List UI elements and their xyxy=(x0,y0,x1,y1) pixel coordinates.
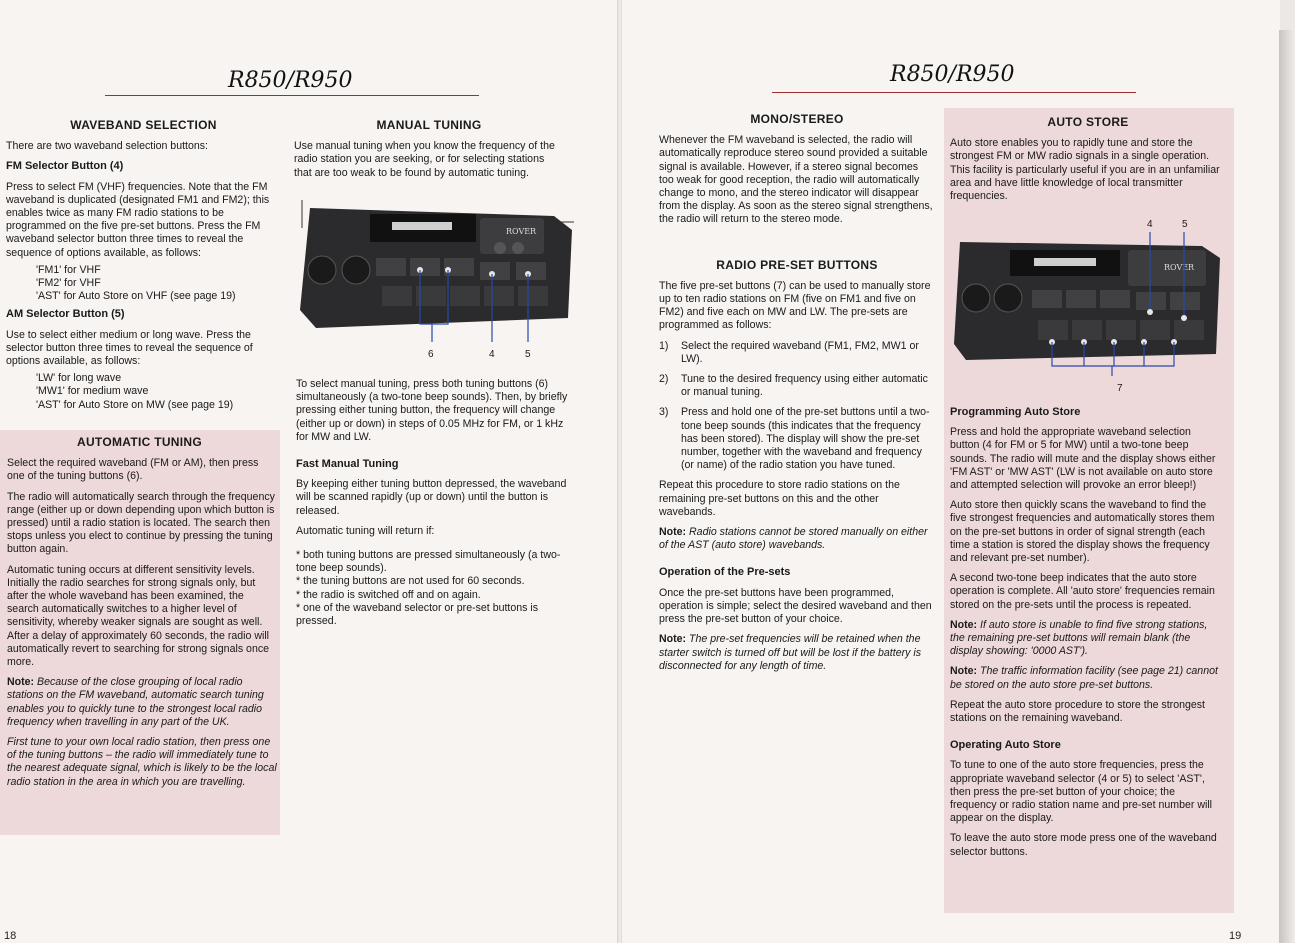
return-bullet: * the tuning buttons are not used for 60 seconds. xyxy=(296,575,525,588)
manual-heading: MANUAL TUNING xyxy=(376,118,482,132)
auto-store-p3: A second two-tone beep indicates that the auto store operation is complete. All 'auto store' frequencies remain stored on the pre-sets until the process is repeated. xyxy=(950,572,1215,611)
right-page xyxy=(622,0,1280,943)
am-option: 'LW' for long wave xyxy=(36,372,122,385)
fast-manual-title: Fast Manual Tuning xyxy=(296,458,399,471)
am-options xyxy=(6,372,281,412)
page-header-left: R850/R950 xyxy=(228,68,353,93)
page-number-left: 18 xyxy=(4,930,17,942)
callout-5-right: 5 xyxy=(1182,219,1188,230)
fm-option: 'FM1' for VHF xyxy=(36,263,101,276)
page-edge xyxy=(1279,30,1295,943)
fm-option: 'AST' for Auto Store on VHF (see page 19) xyxy=(36,290,236,303)
return-bullet: * one of the waveband selector or pre-set buttons is pressed. xyxy=(296,601,539,628)
programming-auto-store-text: Press and hold the appropriate waveband selection button (4 for FM or 5 for MW) until a two-tone beep sounds. The radio will mute and the display shows either 'FM AST' or 'MW AST' (LW is not available on auto store and attempted selection will provoke an error bleep!) xyxy=(950,426,1216,492)
callout-4: 4 xyxy=(489,349,495,360)
automatic-p4: First tune to your own local radio station, then press one of the tuning buttons – the radio will immediately tune to the nearest adequate signal, which is likely to be the local radio station in the area in which you are travelling. xyxy=(7,736,277,788)
mono-stereo-heading: MONO/STEREO xyxy=(750,112,844,126)
callout-5: 5 xyxy=(525,349,531,360)
fm-option: 'FM2' for VHF xyxy=(36,277,101,290)
auto-store-p2: Auto store then quickly scans the waveband to find the five strongest frequencies and automatically stores them on the pre-set buttons in order of signal strength (each time a station is stored the display shows the frequency and relevant pre-set number). xyxy=(950,499,1215,565)
auto-store-note: Note: If auto store is unable to find five strong stations, the remaining pre-set buttons will remain blank (the display showing: '0000 AST'). xyxy=(950,618,1208,658)
operating-auto-store-title: Operating Auto Store xyxy=(950,739,1061,752)
left-column-2-lower xyxy=(296,378,568,628)
brand-label-right: ROVER xyxy=(1164,263,1195,272)
preset-steps xyxy=(659,340,935,473)
preset-step: 1) Select the required waveband (FM1, FM2, MW1 or LW). xyxy=(659,339,919,365)
mono-stereo-text: Whenever the FM waveband is selected, the radio will automatically reproduce stereo sound provided a suitable signal is available. However, if a stereo signal becomes too weak for good reception, the radio will automatically change to mono, and the stereo indicator will disappear from the display. As soon as the stereo signal strengthens, the radio will return to the stereo mode. xyxy=(659,134,933,226)
presets-intro: The five pre-set buttons (7) can be used to manually store up to ten radio stations on FM (five on FM1 and five on FM2) and five each on MW and LW. The pre-sets are programmed as follows: xyxy=(659,279,931,332)
note-label: Note: xyxy=(7,676,35,689)
return-bullet: * both tuning buttons are pressed simultaneously (a two-tone beep sounds). xyxy=(296,549,561,575)
left-page xyxy=(0,0,618,943)
manual-p1: Use manual tuning when you know the frequency of the radio station you are seeking, or for selecting stations that are too weak to be found by automatic tuning. xyxy=(294,140,555,179)
automatic-p3: Automatic tuning occurs at different sensitivity levels. Initially the radio searches for strong signals only, but after the whole waveband has been examined, the search automatically switches to a higher level of sensitivity, whereby weaker signals are sought as well. After a delay of approximately 60 seconds, the radio will automatically revert to searching for strong signals once more. xyxy=(7,563,270,669)
left-column-2 xyxy=(294,119,564,187)
brand-label: ROVER xyxy=(506,227,537,236)
automatic-p2: The radio will automatically search through the frequency range (either up or down depending upon which button is pressed) until a radio station is located. The search then stops unless you elect to continue by pressing the tuning button again. xyxy=(7,490,275,556)
left-column-1 xyxy=(6,119,281,412)
fm-options xyxy=(6,264,281,304)
auto-store-lower xyxy=(950,406,1220,866)
am-selector-title: AM Selector Button (5) xyxy=(6,308,125,321)
radio-illustration-left xyxy=(296,200,576,360)
return-bullet: * the radio is switched off and on again. xyxy=(296,588,481,601)
page-number-right: 19 xyxy=(1229,930,1242,942)
auto-store-note-2: Note: The traffic information facility (see page 21) cannot be stored on the auto store pre-set buttons. xyxy=(950,665,1218,691)
radio-illustration-right xyxy=(952,228,1230,378)
fm-selector-title: FM Selector Button (4) xyxy=(6,160,124,173)
auto-store-heading: AUTO STORE xyxy=(1047,115,1129,129)
auto-store-p4: Repeat the auto store procedure to store the strongest stations on the remaining waveband. xyxy=(950,698,1205,725)
fast-manual-text: By keeping either tuning button depressed, the waveband will be scanned rapidly (up or down) until the button is released. xyxy=(296,478,567,517)
preset-step: 2) Tune to the desired frequency using either automatic or manual tuning. xyxy=(659,373,928,399)
presets-note-2: Note: The pre-set frequencies will be retained when the starter switch is turned off but will be lost if the battery is disconnected for any length of time. xyxy=(659,633,922,672)
am-option: 'AST' for Auto Store on MW (see page 19) xyxy=(36,398,234,411)
presets-heading: RADIO PRE-SET BUTTONS xyxy=(716,257,878,272)
right-column-1 xyxy=(659,113,935,680)
presets-repeat: Repeat this procedure to store radio stations on the remaining pre-set buttons on this and the other wavebands. xyxy=(659,479,900,518)
header-rule-right xyxy=(772,92,1136,93)
automatic-note xyxy=(7,676,277,729)
header-rule-left xyxy=(105,95,479,96)
operating-auto-store-text: To tune to one of the auto store frequencies, press the appropriate waveband selector (4 or 5) to select 'AST', then press the pre-set button of your choice; the frequency or radio station name and pre-set number will appear on the display. xyxy=(950,759,1213,825)
leave-auto-store-text: To leave the auto store mode press one of the waveband selector buttons. xyxy=(950,832,1217,858)
callout-7-right: 7 xyxy=(1117,383,1123,394)
fm-selector-text: Press to select FM (VHF) frequencies. Note that the FM waveband is duplicated (designated FM1 and FM2); this enables twice as many FM radio stations to be programmed on the five pre-set buttons. Press the FM waveband selector button three times to reveal the sequence of options available, as follows: xyxy=(6,180,270,259)
automatic-heading: AUTOMATIC TUNING xyxy=(76,435,202,449)
waveband-heading: WAVEBAND SELECTION xyxy=(70,118,217,132)
note-text: Because of the close grouping of local radio stations on the FM waveband, automatic search tuning enables you to quickly tune to the strongest local radio frequency when travelling in any part of the UK. xyxy=(7,676,264,728)
am-option: 'MW1' for medium wave xyxy=(36,385,149,398)
waveband-intro: There are two waveband selection buttons: xyxy=(6,140,208,153)
operation-presets-text: Once the pre-set buttons have been programmed, operation is simple; select the desired waveband and then press the pre-set button of your choice. xyxy=(659,586,932,626)
programming-auto-store-title: Programming Auto Store xyxy=(950,406,1081,418)
page-header-right: R850/R950 xyxy=(890,62,1015,87)
automatic-tuning-box xyxy=(0,430,280,835)
automatic-p1: Select the required waveband (FM or AM), then press one of the tuning buttons (6). xyxy=(7,457,259,483)
callout-4-right: 4 xyxy=(1147,219,1153,230)
am-selector-text: Use to select either medium or long wave. Press the selector button three times to reveal the sequence of options available, as follows: xyxy=(6,328,253,368)
auto-store-intro: Auto store enables you to rapidly tune and store the strongest FM or MW radio signals in a single operation. This facility is particularly useful if you are in an unfamiliar area and have little knowledge of local transmitter frequencies. xyxy=(950,137,1220,203)
operation-presets-title: Operation of the Pre-sets xyxy=(659,566,791,579)
return-text: Automatic tuning will return if: xyxy=(296,524,435,537)
callout-6: 6 xyxy=(428,349,434,360)
presets-note: Note: Radio stations cannot be stored manually on either of the AST (auto store) wavebands. xyxy=(659,526,928,552)
preset-step: 3) Press and hold one of the pre-set buttons until a two-tone beep sounds (this indicates that the frequency has been stored). The display will show the pre-set number, together with the waveband and frequency (or name) of the radio station you have tuned. xyxy=(659,406,930,472)
manual-p2: To select manual tuning, press both tuning buttons (6) simultaneously (a two-tone beep sounds). Then, by briefly pressing either tuning button, the frequency will change (either up or down) in steps of 0.05 MHz for FM, or 1 kHz for MW and LW. xyxy=(296,378,568,443)
